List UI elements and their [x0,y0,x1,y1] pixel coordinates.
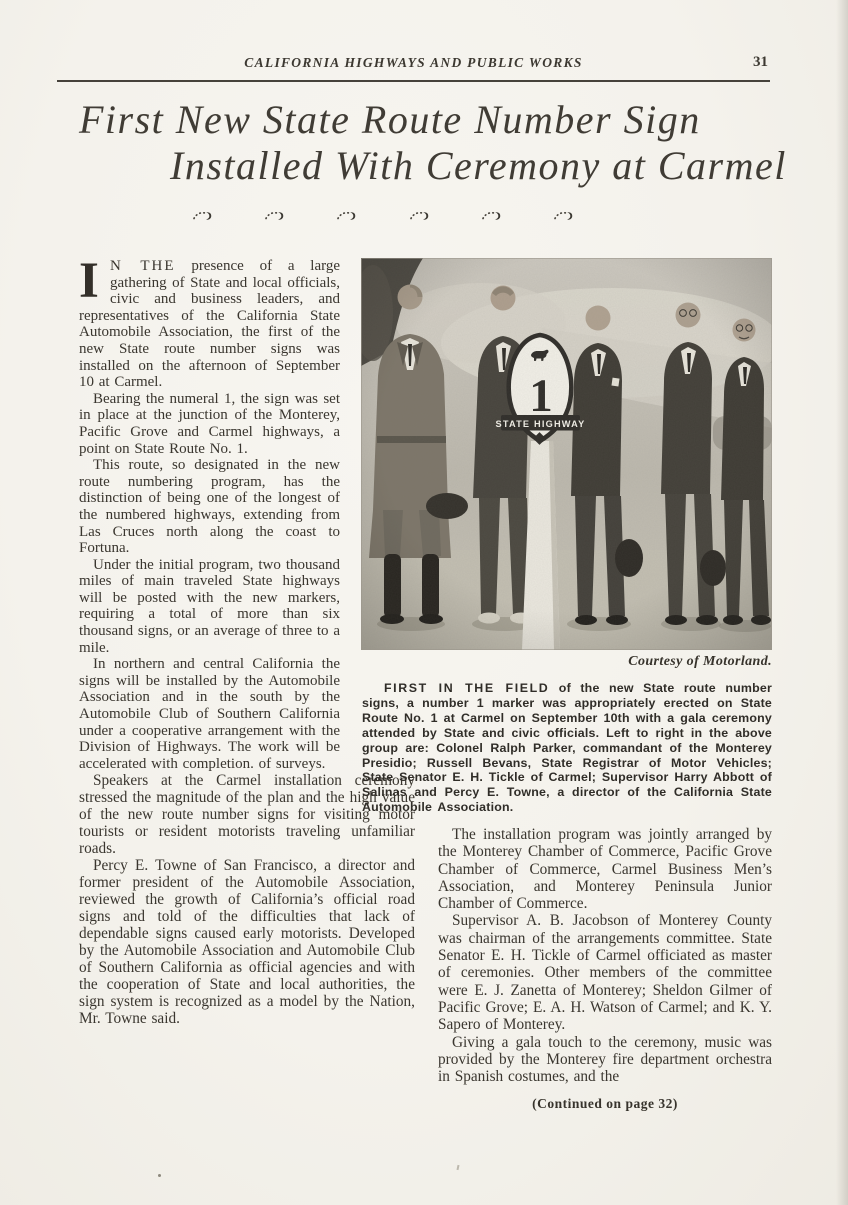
swirl-ornament-icon [336,209,359,224]
ceremony-photo [361,258,772,650]
paragraph-3: This route, so designated in the new route numbering program, has the distinction of being one of the longest of the numbered highways, extending from Las Cruces north along the coast to Fortuna. [79,457,340,557]
swirl-ornament-icon [409,209,432,224]
swirl-ornament-icon [192,209,215,224]
scan-speck [457,1165,460,1170]
caption-lead: FIRST IN THE FIELD [384,681,550,695]
paragraph-9: Supervisor A. B. Jacobson of Monterey County was chairman of the arrangements committee. State Senator E. H. Tickle of Carmel officiated as master of ceremonies. Other members of the committee were E. J. Zanetta of Monterey; Sheldon Gilmer of Pacific Grove; E. A. H. Watson of Carmel; and K. Y. Sapero of Monterey. [438,912,772,1034]
lead-caps: N THE [110,258,176,274]
journal-title: CALIFORNIA HIGHWAYS AND PUBLIC WORKS [244,55,583,70]
running-head [57,55,770,71]
continued-notice: (Continued on page 32) [532,1096,678,1112]
paragraph-10: Giving a gala touch to the ceremony, music was provided by the Monterey fire department orchestra in Spanish costumes, and the [438,1033,772,1086]
paragraph-1 [79,253,340,391]
ceremony-photo-art [361,258,772,650]
paragraph-1-text: presence of a large gathering of State and local officials, civic and business leaders, and representatives of the California State Automobile Association, the first of the new State route number signs was installed on the afternoon of September 10 at Carmel. [79,258,340,391]
paragraph-2: Bearing the numeral 1, the sign was set in place at the junction of the Monterey, Pacific Grove and Carmel highways, a point on State Route No. 1. [79,390,340,457]
page-number: 31 [753,54,768,70]
drop-cap: I [79,253,99,309]
article-title-line1: First New State Route Number Sign [79,97,701,142]
article-title [79,97,799,189]
swirl-ornament-icon [553,209,576,224]
header-rule [57,80,770,82]
narrow-text-block [79,253,340,772]
scan-speck [158,1174,161,1177]
swirl-ornament-icon [264,209,287,224]
paragraph-5: In northern and central California the signs will be installed by the Automobile Association and in the south by the Automobile Club of Southern California under a cooperative arrangement with the Division of Highways. The work will be accelerated with completion. of surveys. [79,656,340,772]
paragraph-7: Percy E. Towne of San Francisco, a director and former president of the Automobile Association, reviewed the growth of California’s official road signs and told of the difficulties that lack of dependable signs caused early motorists. Developed by the Automobile Association and Automobile Club of Southern California as official agencies and with the cooperation of State and local authorities, the sign system is recognized as a model by the Nation, Mr. Towne said. [79,857,415,1028]
paragraph-6: Speakers at the Carmel installation ceremony stressed the magnitude of the plan and the high value of the new route number signs for visiting motor tourists or resident motorists traveling unfamiliar roads. [79,772,415,858]
paragraph-4: Under the initial program, two thousand miles of main traveled State highways will be posted with the new markers, requiring a total of more than six thousand signs, or an average of three to a mile. [79,556,340,656]
swirl-ornament-icon [481,209,504,224]
caption-body: of the new State route number signs, a number 1 marker was appropriately erected on State Route No. 1 at Carmel on September 10th with a gala ceremony attended by State and civic officials. Left to right in the above group are: Colonel Ralph Parker, commandant of the Monterey Presidio; Russell Bevans, State Registrar of Motor Vehicles; State Senator E. H. Tickle of Carmel; Supervisor Harry Abbott of Salinas and Percy E. Towne, a director of the California State Automobile Association. [362,681,772,815]
paragraph-8: The installation program was jointly arranged by the Monterey Chamber of Commerce, Pacific Grove Chamber of Commerce, Carmel Business Men’s Association, and Monterey Peninsula Junior Chamber of Commerce. [438,826,772,913]
photo-caption [362,681,772,815]
photo-credit: Courtesy of Motorland. [628,654,772,669]
article-title-line2: Installed With Ceremony at Carmel [170,143,787,188]
photo-vignette [361,258,772,650]
right-column [438,826,772,1112]
ornament-row [192,207,576,225]
